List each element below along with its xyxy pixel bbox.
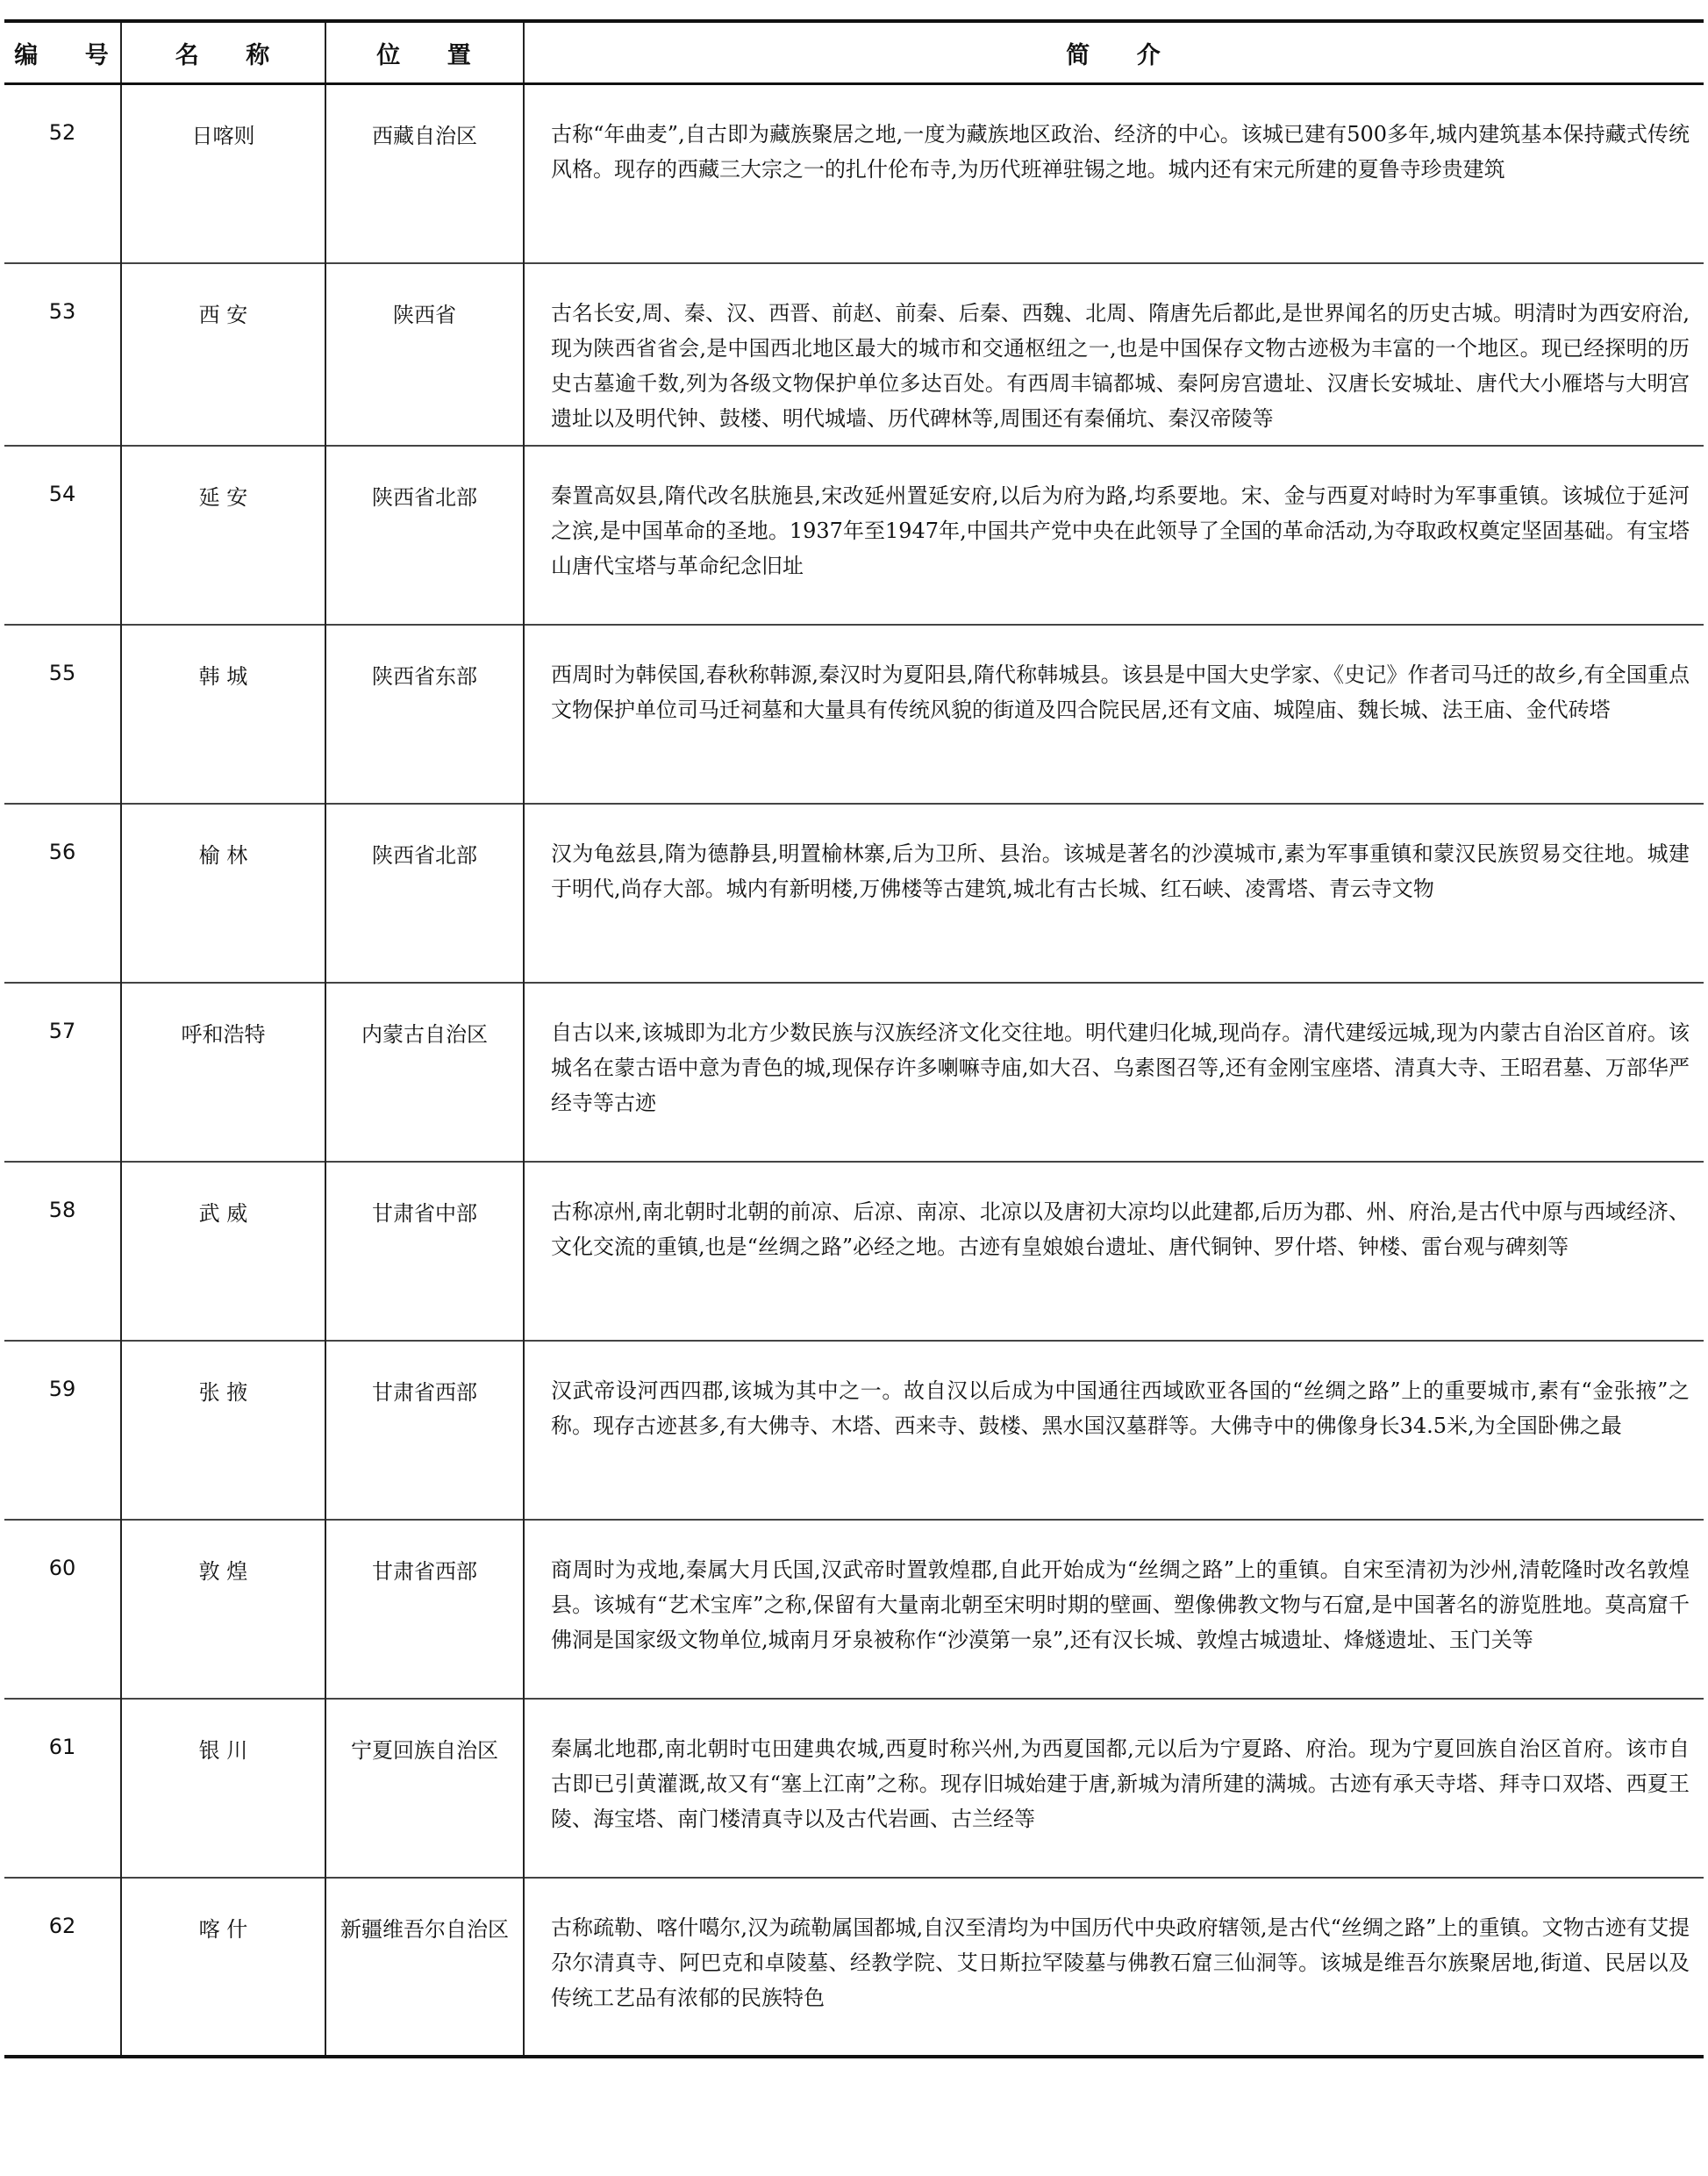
city-description: 秦置高奴县,隋代改名肤施县,宋改延州置延安府,以后为府为路,均系要地。宋、金与西夏对峙时为军事重镇。该城位于延河之滨,是中国革命的圣地。1937年至1947年,中国共产党中央在此领导了全国的革命活动,为夺取政权奠定坚固基础。有宝塔山唐代宝塔与革命纪念旧址 xyxy=(524,446,1704,625)
city-name: 张 掖 xyxy=(121,1341,325,1520)
header-number: 编 号 xyxy=(4,21,121,84)
city-name: 呼和浩特 xyxy=(121,983,325,1162)
row-number: 52 xyxy=(4,84,121,263)
table-row xyxy=(4,1162,1704,1341)
row-number: 61 xyxy=(4,1699,121,1878)
city-location: 内蒙古自治区 xyxy=(325,983,524,1162)
row-number: 62 xyxy=(4,1878,121,2057)
city-location: 西藏自治区 xyxy=(325,84,524,263)
city-description: 古名长安,周、秦、汉、西晋、前赵、前秦、后秦、西魏、北周、隋唐先后都此,是世界闻名的历史古城。明清时为西安府治,现为陕西省省会,是中国西北地区最大的城市和交通枢纽之一,也是中国保存文物古迹极为丰富的一个地区。现已经探明的历史古墓逾千数,列为各级文物保护单位多达百处。有西周丰镐都城、秦阿房宫遗址、汉唐长安城址、唐代大小雁塔与大明宫遗址以及明代钟、鼓楼、明代城墙、历代碑林等,周围还有秦俑坑、秦汉帝陵等 xyxy=(524,263,1704,446)
city-location: 新疆维吾尔自治区 xyxy=(325,1878,524,2057)
table-row xyxy=(4,84,1704,263)
city-name: 武 威 xyxy=(121,1162,325,1341)
row-number: 53 xyxy=(4,263,121,446)
city-location: 陕西省东部 xyxy=(325,625,524,804)
city-location: 甘肃省西部 xyxy=(325,1341,524,1520)
header-name: 名 称 xyxy=(121,21,325,84)
historic-cities-table xyxy=(4,19,1704,2058)
city-name: 喀 什 xyxy=(121,1878,325,2057)
table-row xyxy=(4,1341,1704,1520)
city-description: 古称疏勒、喀什噶尔,汉为疏勒属国都城,自汉至清均为中国历代中央政府辖领,是古代“丝绸之路”上的重镇。文物古迹有艾提尕尔清真寺、阿巴克和卓陵墓、经教学院、艾日斯拉罕陵墓与佛教石窟三仙洞等。该城是维吾尔族聚居地,街道、民居以及传统工艺品有浓郁的民族特色 xyxy=(524,1878,1704,2057)
city-description: 自古以来,该城即为北方少数民族与汉族经济文化交往地。明代建归化城,现尚存。清代建绥远城,现为内蒙古自治区首府。该城名在蒙古语中意为青色的城,现保存许多喇嘛寺庙,如大召、乌素图召等,还有金刚宝座塔、清真大寺、王昭君墓、万部华严经寺等古迹 xyxy=(524,983,1704,1162)
header-description: 简 介 xyxy=(524,21,1704,84)
city-name: 榆 林 xyxy=(121,804,325,983)
table-row xyxy=(4,804,1704,983)
city-location: 甘肃省中部 xyxy=(325,1162,524,1341)
header-location: 位 置 xyxy=(325,21,524,84)
table-row xyxy=(4,983,1704,1162)
city-description: 汉为龟兹县,隋为德静县,明置榆林寨,后为卫所、县治。该城是著名的沙漠城市,素为军事重镇和蒙汉民族贸易交往地。城建于明代,尚存大部。城内有新明楼,万佛楼等古建筑,城北有古长城、红石峡、凌霄塔、青云寺文物 xyxy=(524,804,1704,983)
table-row xyxy=(4,625,1704,804)
table-row xyxy=(4,1878,1704,2057)
city-name: 延 安 xyxy=(121,446,325,625)
city-location: 甘肃省西部 xyxy=(325,1520,524,1699)
city-name: 银 川 xyxy=(121,1699,325,1878)
table-row xyxy=(4,446,1704,625)
city-location: 陕西省 xyxy=(325,263,524,446)
row-number: 55 xyxy=(4,625,121,804)
city-location: 陕西省北部 xyxy=(325,446,524,625)
city-description: 西周时为韩侯国,春秋称韩源,秦汉时为夏阳县,隋代称韩城县。该县是中国大史学家、《史记》作者司马迁的故乡,有全国重点文物保护单位司马迁祠墓和大量具有传统风貌的街道及四合院民居,还有文庙、城隍庙、魏长城、法王庙、金代砖塔 xyxy=(524,625,1704,804)
table-header-row xyxy=(4,21,1704,84)
row-number: 59 xyxy=(4,1341,121,1520)
city-description: 古称“年曲麦”,自古即为藏族聚居之地,一度为藏族地区政治、经济的中心。该城已建有500多年,城内建筑基本保持藏式传统风格。现存的西藏三大宗之一的扎什伦布寺,为历代班禅驻锡之地。城内还有宋元所建的夏鲁寺珍贵建筑 xyxy=(524,84,1704,263)
row-number: 54 xyxy=(4,446,121,625)
row-number: 56 xyxy=(4,804,121,983)
city-description: 秦属北地郡,南北朝时屯田建典农城,西夏时称兴州,为西夏国都,元以后为宁夏路、府治。现为宁夏回族自治区首府。该市自古即已引黄灌溉,故又有“塞上江南”之称。现存旧城始建于唐,新城为清所建的满城。古迹有承天寺塔、拜寺口双塔、西夏王陵、海宝塔、南门楼清真寺以及古代岩画、古兰经等 xyxy=(524,1699,1704,1878)
table-row xyxy=(4,1699,1704,1878)
row-number: 58 xyxy=(4,1162,121,1341)
row-number: 57 xyxy=(4,983,121,1162)
city-name: 西 安 xyxy=(121,263,325,446)
city-description: 商周时为戎地,秦属大月氏国,汉武帝时置敦煌郡,自此开始成为“丝绸之路”上的重镇。自宋至清初为沙州,清乾隆时改名敦煌县。该城有“艺术宝库”之称,保留有大量南北朝至宋明时期的壁画、塑像佛教文物与石窟,是中国著名的游览胜地。莫高窟千佛洞是国家级文物单位,城南月牙泉被称作“沙漠第一泉”,还有汉长城、敦煌古城遗址、烽燧遗址、玉门关等 xyxy=(524,1520,1704,1699)
city-description: 古称凉州,南北朝时北朝的前凉、后凉、南凉、北凉以及唐初大凉均以此建都,后历为郡、州、府治,是古代中原与西域经济、文化交流的重镇,也是“丝绸之路”必经之地。古迹有皇娘娘台遗址、唐代铜钟、罗什塔、钟楼、雷台观与碑刻等 xyxy=(524,1162,1704,1341)
table-row xyxy=(4,1520,1704,1699)
city-name: 日喀则 xyxy=(121,84,325,263)
city-description: 汉武帝设河西四郡,该城为其中之一。故自汉以后成为中国通往西域欧亚各国的“丝绸之路”上的重要城市,素有“金张掖”之称。现存古迹甚多,有大佛寺、木塔、西来寺、鼓楼、黑水国汉墓群等。大佛寺中的佛像身长34.5米,为全国卧佛之最 xyxy=(524,1341,1704,1520)
city-location: 宁夏回族自治区 xyxy=(325,1699,524,1878)
city-name: 敦 煌 xyxy=(121,1520,325,1699)
city-name: 韩 城 xyxy=(121,625,325,804)
city-location: 陕西省北部 xyxy=(325,804,524,983)
table-row xyxy=(4,263,1704,446)
row-number: 60 xyxy=(4,1520,121,1699)
